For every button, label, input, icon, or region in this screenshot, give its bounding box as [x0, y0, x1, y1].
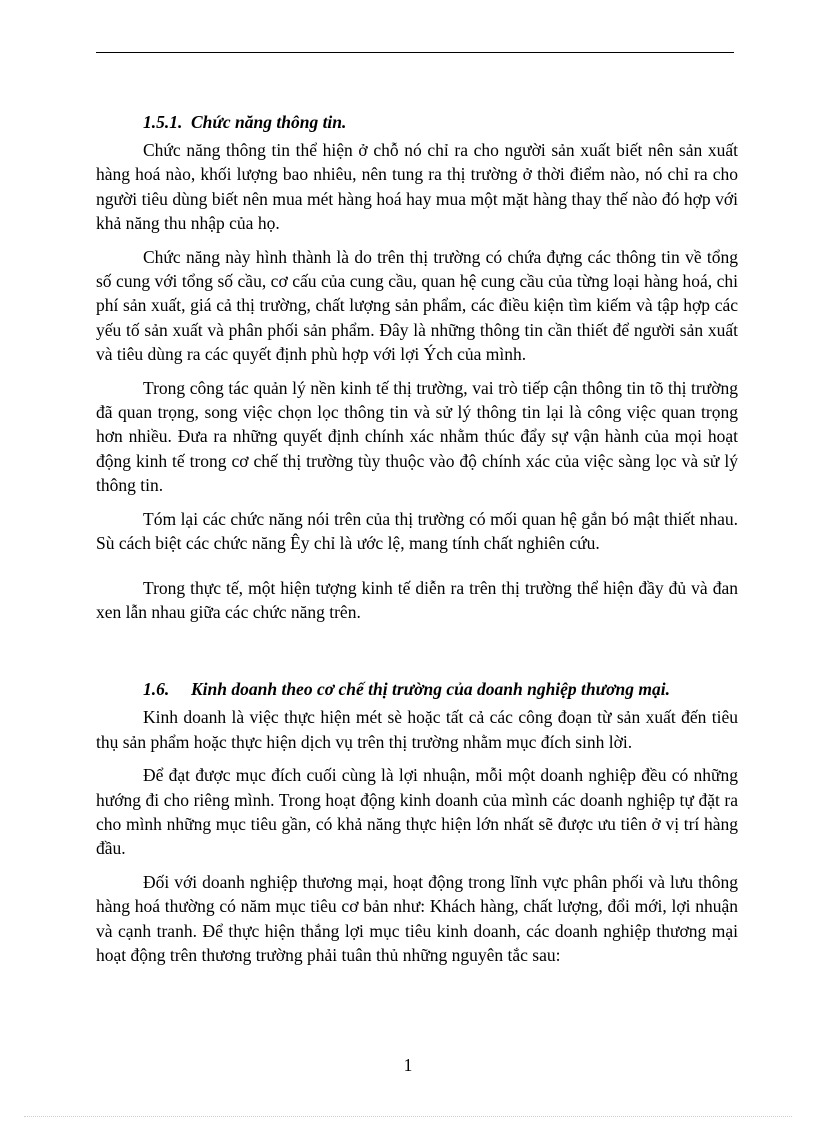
header-rule	[96, 52, 734, 53]
section-title: Chức năng thông tin.	[191, 112, 347, 132]
section-heading-1-5-1	[96, 110, 738, 134]
paragraph: Chức năng này hình thành là do trên thị trường có chứa đựng các thông tin về tổng số cung với tổng số cầu, cơ cấu của cung cầu, quan hệ cung cầu của từng loại hàng hoá, chi phí sản xuất, giá cả thị trường, chất lượng sản phẩm, các điều kiện tìm kiếm và tập hợp các yếu tố sản xuất và phân phối sản phẩm. Đây là những thông tin cần thiết để người sản xuất và tiêu dùng ra các quyết định phù hợp với lợi Ých của mình.	[96, 246, 738, 365]
paragraph: Đối với doanh nghiệp thương mại, hoạt động trong lĩnh vực phân phối và lưu thông hàng hoá thường có năm mục tiêu cơ bản như: Khách hàng, chất lượng, đổi mới, lợi nhuận và cạnh tranh. Để thực hiện thắng lợi mục tiêu kinh doanh, các doanh nghiệp thương mại hoạt động trên thương trường phải tuân thủ những nguyên tắc sau:	[96, 871, 738, 965]
paragraph: Chức năng thông tin thể hiện ở chỗ nó chỉ ra cho người sản xuất biết nên sản xuất hàng hoá nào, khối lượng bao nhiêu, nên tung ra thị trường ở thời điểm nào, nó chỉ ra cho người tiêu dùng biết nên mua mét hàng hoá hay mua một mặt hàng thay thế nào đó hợp với khả năng thu nhập của họ.	[96, 140, 738, 234]
footer-dotted-line	[24, 1116, 792, 1117]
paragraph: Để đạt được mục đích cuối cùng là lợi nhuận, mỗi một doanh nghiệp đều có những hướng đi cho riêng mình. Trong hoạt động kinh doanh của mình các doanh nghiệp tự đặt ra cho mình những mục tiêu gần, có khả năng thực hiện lớn nhất sẽ được ưu tiên ở vị trí hàng đầu.	[96, 765, 738, 859]
section-number: 1.5.1.	[143, 112, 183, 132]
paragraph: Kinh doanh là việc thực hiện mét sè hoặc tất cả các công đoạn từ sản xuất đến tiêu thụ sản phẩm hoặc thực hiện dịch vụ trên thị trường nhằm mục đích sinh lời.	[96, 707, 738, 752]
document-body	[96, 110, 738, 976]
section-title: Kinh doanh theo cơ chế thị trường của doanh nghiệp thương mại.	[191, 679, 670, 700]
paragraph: Tóm lại các chức năng nói trên của thị trường có mối quan hệ gắn bó mật thiết nhau. Sù cách biệt các chức năng Êy chỉ là ước lệ, mang tính chất nghiên cứu.	[96, 508, 738, 554]
section-number: 1.6.	[143, 679, 170, 700]
paragraph: Trong công tác quản lý nền kinh tế thị trường, vai trò tiếp cận thông tin tõ thị trường đã quan trọng, song việc chọn lọc thông tin và sử lý thông tin lại là công việc quan trọng hơn nhiều. Đưa ra những quyết định chính xác nhằm thúc đẩy sự vận hành của mọi hoạt động kinh tế trong cơ chế thị trường tùy thuộc vào độ chính xác của việc sàng lọc và sử lý thông tin.	[96, 377, 738, 496]
paragraph: Trong thực tế, một hiện tượng kinh tế diễn ra trên thị trường thể hiện đầy đủ và đan xen lẫn nhau giữa các chức năng trên.	[96, 577, 738, 622]
section-heading-1-6	[96, 677, 738, 701]
page-number: 1	[403, 1055, 413, 1075]
